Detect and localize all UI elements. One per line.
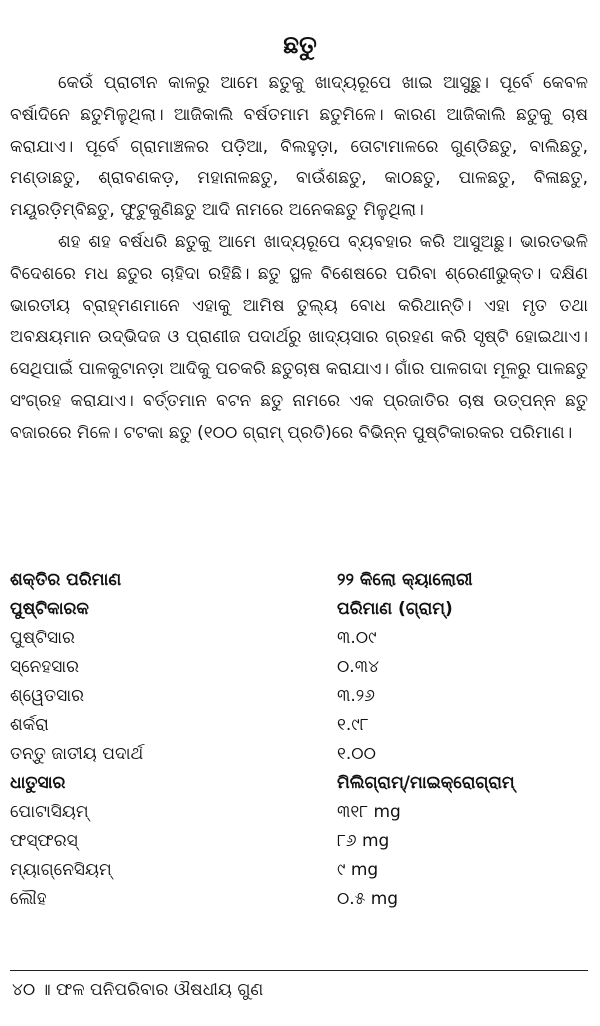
row-value: ପରିମାଣ (ଗ୍ରାମ୍) (337, 598, 453, 619)
row-label: ଫସ୍‌ଫରସ୍ (10, 830, 78, 851)
row-label: ଶକ୍ତିର ପରିମାଣ (10, 569, 122, 590)
row-label: ଧାତୁସାର (10, 772, 66, 793)
footer-divider (10, 970, 588, 971)
table-row (10, 623, 588, 652)
row-value: ୦.୫ mg (337, 888, 399, 909)
row-label: ମ୍ୟାଗ୍ନେସିୟମ୍ (10, 859, 112, 880)
row-label: ପୋଟାସିୟମ୍ (10, 801, 89, 822)
row-value: ମିଲିଗ୍ରାମ୍/ମାଇକ୍ରୋଗ୍ରାମ୍ (337, 772, 515, 793)
row-value: ୩.୨୬ (337, 685, 375, 706)
nutrition-table (10, 565, 588, 913)
row-value: ୩.୦୯ (337, 627, 377, 648)
row-label: ଶର୍କରା (10, 714, 49, 735)
row-value: ୮୬ mg (337, 830, 390, 851)
table-row (10, 768, 588, 797)
row-value: ୩୧୮ mg (337, 801, 401, 822)
table-row (10, 594, 588, 623)
row-value: ୦.୩୪ (337, 656, 379, 677)
row-value: ୧.୦୦ (337, 743, 376, 764)
paragraph-1: କେଉଁ ପ୍ରାଚୀନ କାଳରୁ ଆମେ ଛତୁକୁ ଖାଦ୍ୟରୂପେ ଖାଇ ଆସୁଛୁ। ପୂର୍ବେ କେବଳ ବର୍ଷାଦିନେ ଛତୁମିଳୁଥିଲା। ଆଜିକାଲି ବର୍ଷତମାମ ଛତୁମିଳେ। କାରଣ ଆଜିକାଲି ଛତୁକୁ ଚାଷ କରାଯାଏ। ପୂର୍ବେ ଗ୍ରାମାଞ୍ଚଳର ପଡ଼ିଆ, ବିଲହୁଡ଼ା, ତୋଟାମାଳରେ ଗୁଣ୍ଡିଛତୁ, ବାଲିଛତୁ, ମଣ୍ଡାଛତୁ, ଶ୍ରାବଣକଡ଼, ମହାନାଳଛତୁ, ବାଉଁଶଛତୁ, କାଠଛତୁ, ପାଳଛତୁ, ବିଳାଛତୁ, ମୟୂରଡ଼ିମ୍ବିଛତୁ, ଫୁଟୁକୁଣିଛତୁ ଆଦି ନାମରେ ଅନେକଛତୁ ମିଳୁଥିଲା। (10, 73, 588, 221)
row-label: ସ୍ନେହସାର (10, 656, 80, 677)
row-label: ଶ୍ୱେତସାର (10, 685, 84, 706)
table-row (10, 855, 588, 884)
row-value: ୧.୯୮ (337, 714, 369, 735)
table-row (10, 739, 588, 768)
table-row (10, 565, 588, 594)
page-footer: ୪୦ ॥ ଫଳ ପନିପରିବାର ଔଷଧୀୟ ଗୁଣ (12, 980, 264, 1000)
row-label: ଲୌହ (10, 888, 47, 909)
row-label: ପୁଷ୍ଟିକାରକ (10, 598, 89, 619)
row-label: ତନ୍ତୁ ଜାତୀୟ ପଦାର୍ଥ (10, 743, 144, 764)
row-label: ପୁଷ୍ଟିସାର (10, 627, 75, 648)
table-row (10, 652, 588, 681)
table-row (10, 884, 588, 913)
row-value: ୨୨ କିଲୋ କ୍ୟାଲୋରୀ (337, 569, 473, 590)
paragraph-2: ଶହ ଶହ ବର୍ଷଧରି ଛତୁକୁ ଆମେ ଖାଦ୍ୟରୂପେ ବ୍ୟବହାର କରି ଆସୁଅଛୁ। ଭାରତଭଳି ବିଦେଶରେ ମଧ ଛତୁର ଚାହିଦା ରହିଛି। ଛତୁ ସ୍ଥଳ ବିଶେଷରେ ପରିବା ଶ୍ରେଣୀଭୁକ୍ତ। ଦକ୍ଷିଣ ଭାରତୀୟ ବ୍ରାହ୍ମଣମାନେ ଏହାକୁ ଆମିଷ ତୁଲ୍ୟ ବୋଧ କରିଥାନ୍ତି। ଏହା ମୃତ ତଥା ଅବକ୍ଷୟମାନ ଉଦ୍ଭିଦଜ ଓ ପ୍ରାଣୀଜ ପଦାର୍ଥରୁ ଖାଦ୍ୟସାର ଗ୍ରହଣ କରି ସୃଷ୍ଟି ହୋଇଥାଏ। ସେଥିପାଇଁ ପାଳକୁଟାନଡ଼ା ଆଦିକୁ ପଚକରି ଛତୁଚାଷ କରାଯାଏ। ଗାଁର ପାଳଗଦା ମୂଳରୁ ପାଳଛତୁ ସଂଗ୍ରହ କରାଯାଏ। ବର୍ତ୍ତମାନ ବଟନ ଛତୁ ନାମରେ ଏକ ପ୍ରଜାତିର ଚାଷ ଉତ୍ପନ୍ନ ଛତୁ ବଜାରରେ ମିଳେ। ଟଟକା ଛତୁ (୧୦୦ ଗ୍ରାମ୍ ପ୍ରତି)ରେ ବିଭିନ୍ନ ପୁଷ୍ଟିକାରକର ପରିମାଣ। (10, 231, 588, 443)
row-value: ୯ mg (337, 859, 379, 880)
table-row (10, 797, 588, 826)
table-row (10, 710, 588, 739)
page-title: ଛତୁ (283, 30, 317, 59)
body-text (10, 68, 588, 450)
table-row (10, 681, 588, 710)
table-row (10, 826, 588, 855)
